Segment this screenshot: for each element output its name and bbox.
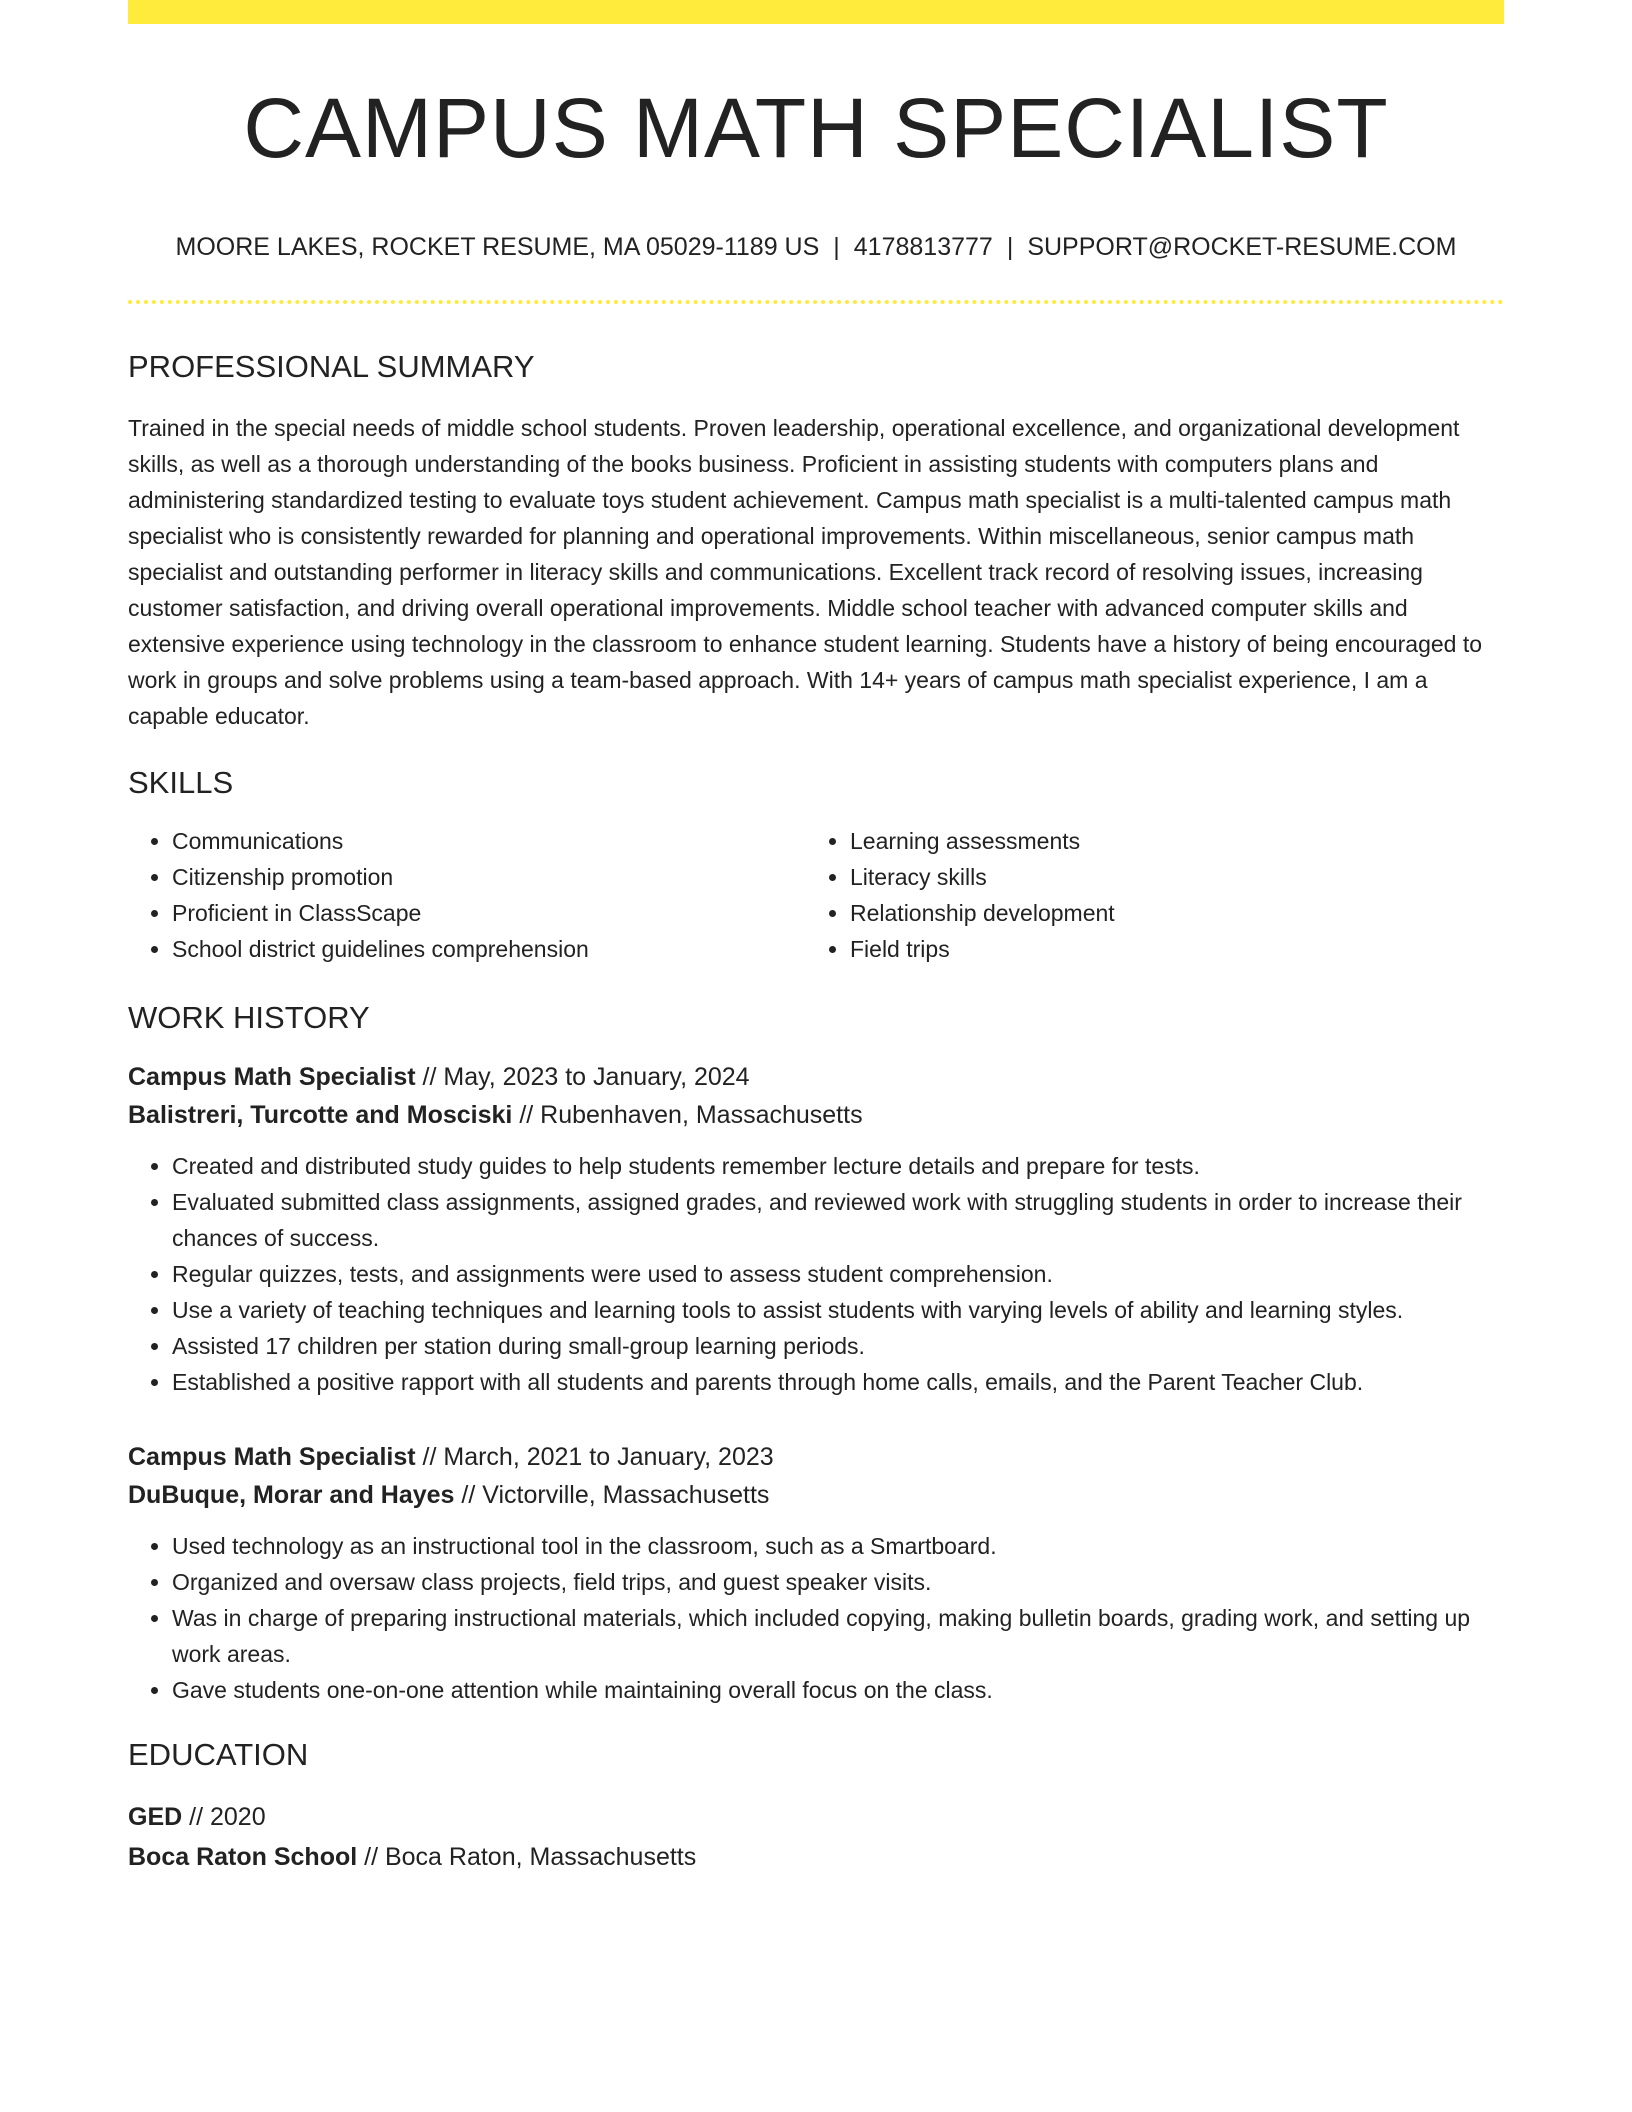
summary-text: Trained in the special needs of middle school students. Proven leadership, operational excellence, and organizational development skills, as well as a thorough understanding of the books business. Proficient in assisting students with computers plans and administering standardized testing to evaluate toys student achievement. Campus math specialist is a multi-talented campus math specialist who is consistently rewarded for planning and operational improvements. Within miscellaneous, senior campus math specialist and outstanding performer in literacy skills and communications. Excellent track record of resolving issues, increasing customer satisfaction, and driving overall operational improvements. Middle school teacher with advanced computer skills and extensive experience using technology in the classroom to enhance student learning. Students have a history of being encouraged to work in groups and solve problems using a team-based approach. With 14+ years of campus math specialist experience, I am a capable educator. (128, 414, 1483, 729)
skill-item: • Proficient in ClassScape (172, 895, 806, 931)
job-bullets (128, 1528, 1504, 1708)
job-bullets (128, 1148, 1504, 1400)
skills-heading: SKILLS (128, 764, 234, 800)
skills-list (128, 823, 1504, 967)
job-company: Balistreri, Turcotte and Mosciski (128, 1100, 513, 1129)
job-dates: // May, 2023 to January, 2024 (422, 1062, 750, 1091)
resume-page (128, 0, 1504, 1877)
skill-item: • Relationship development (850, 895, 1484, 931)
skill-item: • Citizenship promotion (172, 859, 806, 895)
contact-address: MOORE LAKES, ROCKET RESUME, MA 05029-1189 US (175, 233, 820, 262)
job-bullet: • Used technology as an instructional tool in the classroom, such as a Smartboard. (172, 1528, 1504, 1564)
job-company: DuBuque, Morar and Hayes (128, 1480, 455, 1509)
job-bullet: • Established a positive rapport with all students and parents through home calls, emails, and the Parent Teacher Club. (172, 1364, 1504, 1400)
job-location: // Rubenhaven, Massachusetts (519, 1100, 863, 1129)
job-company-line (128, 1096, 1504, 1134)
contact-separator: | (1006, 233, 1014, 262)
contact-line (128, 232, 1504, 262)
education-degree-line (128, 1797, 1504, 1837)
job-location: // Victorville, Massachusetts (461, 1480, 770, 1509)
job-company-line (128, 1476, 1504, 1514)
job-bullet: • Was in charge of preparing instructional materials, which included copying, making bulletin boards, grading work, and setting up work areas. (172, 1600, 1504, 1672)
education-year: // 2020 (189, 1803, 266, 1832)
skill-item: • Learning assessments (850, 823, 1484, 859)
education-entry (128, 1797, 1504, 1877)
contact-phone: 4178813777 (853, 233, 993, 262)
skill-item: • School district guidelines comprehension (172, 931, 806, 967)
job-bullet: • Created and distributed study guides to help students remember lecture details and prepare for tests. (172, 1148, 1504, 1184)
accent-top-bar (128, 0, 1504, 24)
job-bullet: • Gave students one-on-one attention while maintaining overall focus on the class. (172, 1672, 1504, 1708)
work-history-heading: WORK HISTORY (128, 999, 370, 1035)
education-location: // Boca Raton, Massachusetts (364, 1843, 697, 1872)
education-heading: EDUCATION (128, 1736, 309, 1772)
skills-column-left (128, 823, 806, 967)
skill-item: • Field trips (850, 931, 1484, 967)
contact-email: SUPPORT@ROCKET-RESUME.COM (1027, 233, 1457, 262)
skill-item: • Literacy skills (850, 859, 1484, 895)
job-bullet: • Organized and oversaw class projects, field trips, and guest speaker visits. (172, 1564, 1504, 1600)
summary-heading: PROFESSIONAL SUMMARY (128, 349, 535, 385)
job-bullet: • Regular quizzes, tests, and assignments were used to assess student comprehension. (172, 1256, 1504, 1292)
dotted-divider (128, 300, 1504, 304)
job-bullet: • Assisted 17 children per station during small-group learning periods. (172, 1328, 1504, 1364)
education-school: Boca Raton School (128, 1843, 358, 1872)
job-bullet: • Use a variety of teaching techniques and learning tools to assist students with varying levels of ability and learning styles. (172, 1292, 1504, 1328)
education-degree: GED (128, 1803, 183, 1832)
job-dates: // March, 2021 to January, 2023 (422, 1442, 774, 1471)
contact-separator: | (833, 233, 840, 262)
skill-item: • Communications (172, 823, 806, 859)
job-role: Campus Math Specialist (128, 1062, 416, 1091)
job-role: Campus Math Specialist (128, 1442, 416, 1471)
skills-column-right (806, 823, 1484, 967)
job-role-line (128, 1438, 1504, 1476)
job-bullet: • Evaluated submitted class assignments, assigned grades, and reviewed work with struggling students in order to increase their chances of success. (172, 1184, 1504, 1256)
resume-name: CAMPUS MATH SPECIALIST (243, 81, 1389, 175)
job-entry (128, 1058, 1504, 1400)
education-school-line (128, 1837, 1504, 1877)
job-entry (128, 1438, 1504, 1708)
job-role-line (128, 1058, 1504, 1096)
